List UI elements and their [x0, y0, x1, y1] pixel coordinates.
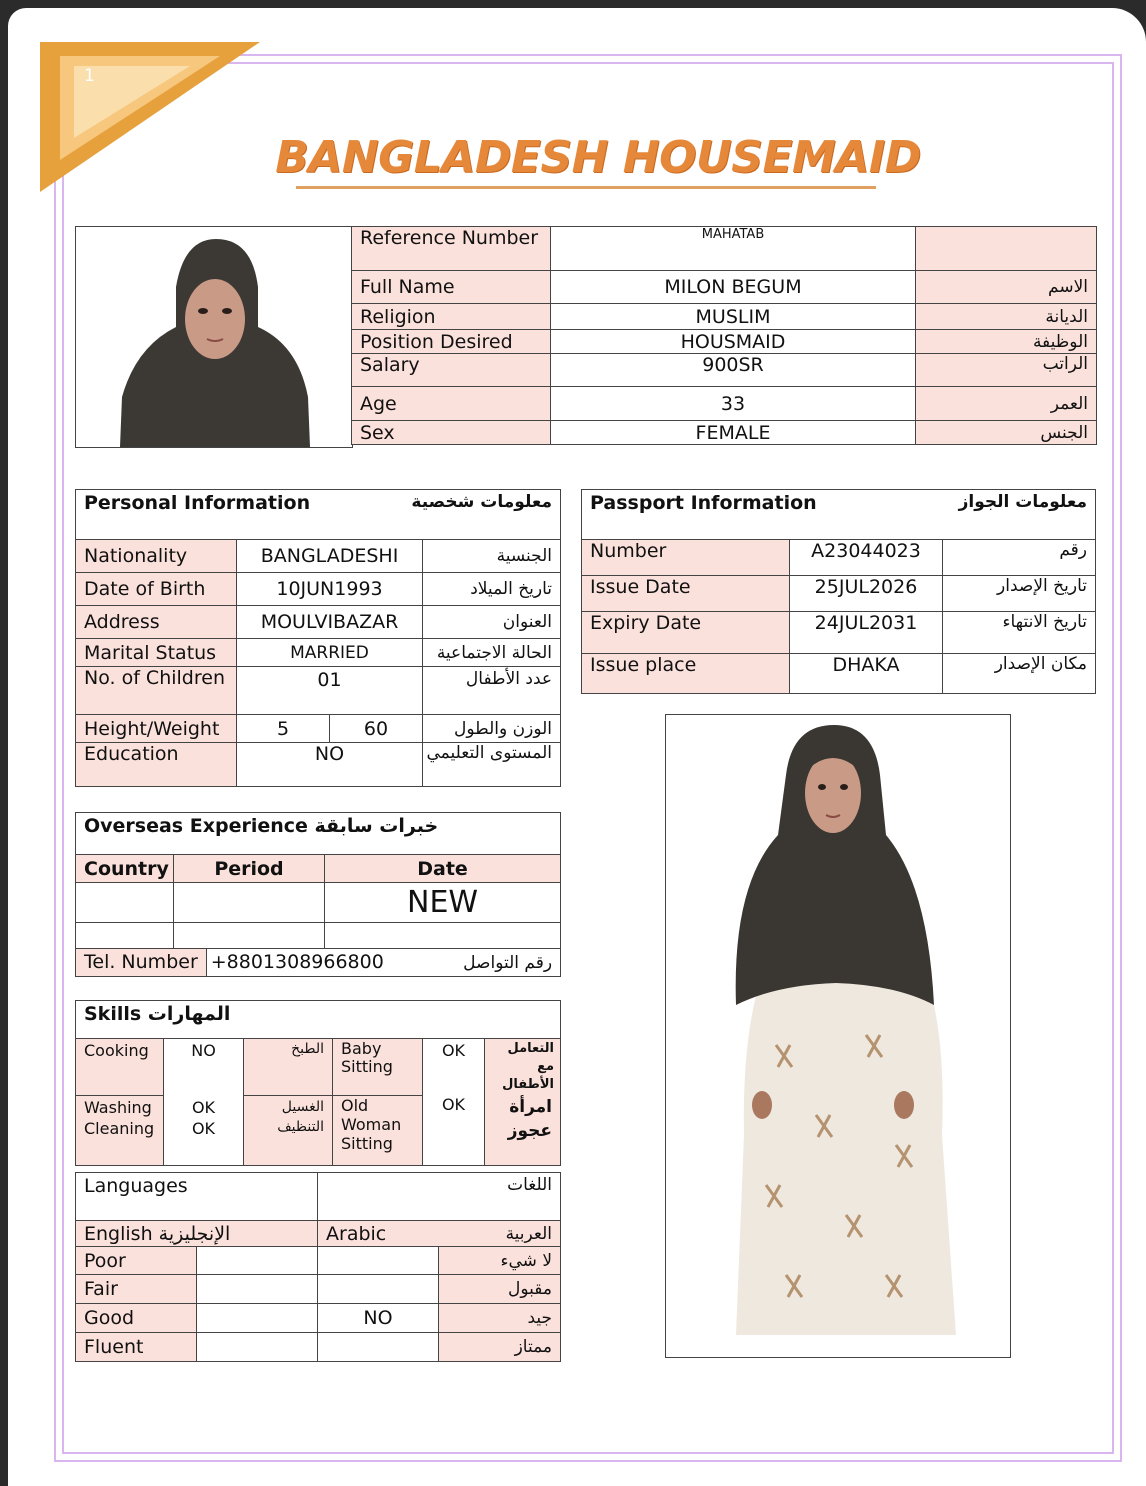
overseas-date-value: NEW — [325, 883, 561, 923]
age-ar: العمر — [916, 387, 1097, 421]
overseas-country-cell — [76, 883, 174, 923]
level-poor-label: Poor — [76, 1247, 197, 1275]
page-title: BANGLADESH HOUSEMAID — [275, 132, 921, 183]
arabic-header: Arabic — [318, 1221, 439, 1247]
tel-value: +8801308966800 — [206, 949, 384, 976]
height-value: 5 — [237, 715, 330, 743]
weight-value: 60 — [330, 715, 423, 743]
sex-ar: الجنس — [916, 421, 1097, 445]
nationality-value: BANGLADESHI — [237, 540, 423, 573]
height-weight-ar: الوزن والطول — [423, 715, 561, 743]
passport-info-title-ar: معلومات الجواز — [943, 490, 1096, 540]
overseas-period-cell — [174, 883, 325, 923]
marital-status-label: Marital Status — [76, 639, 237, 667]
header-table — [351, 226, 1097, 445]
tel-label: Tel. Number — [84, 951, 198, 973]
washing-label: Washing — [76, 1095, 164, 1119]
cleaning-value: OK — [164, 1119, 244, 1165]
religion-value: MUSLIM — [551, 304, 916, 330]
position-ar: الوظيفة — [916, 330, 1097, 354]
nationality-label: Nationality — [76, 540, 237, 573]
table-row — [76, 639, 561, 667]
passport-number-label: Number — [582, 540, 790, 576]
personal-info-table — [75, 489, 561, 787]
country-header: Country — [76, 855, 174, 883]
languages-title-ar: اللغات — [318, 1173, 561, 1221]
table-row — [76, 1304, 561, 1333]
passport-number-ar: رقم — [943, 540, 1096, 576]
issue-date-label: Issue Date — [582, 576, 790, 612]
document-page — [8, 8, 1146, 1486]
reference-number-label: Reference Number — [352, 227, 551, 271]
level-fair-arabic — [318, 1275, 439, 1304]
position-value: HOUSMAID — [551, 330, 916, 354]
full-name-value: MILON BEGUM — [551, 271, 916, 304]
nationality-ar: الجنسية — [423, 540, 561, 573]
skills-title: Skills المهارات — [76, 1001, 561, 1039]
table-row — [352, 227, 1097, 271]
level-good-ar: جيد — [439, 1304, 561, 1333]
personal-info-title-ar: معلومات شخصية — [330, 490, 561, 540]
table-row — [76, 949, 561, 977]
expiry-date-label: Expiry Date — [582, 612, 790, 654]
table-row — [352, 421, 1097, 445]
overseas-experience-table — [75, 812, 561, 977]
marital-status-value: MARRIED — [237, 639, 423, 667]
baby-sitting-value: OK — [423, 1039, 485, 1096]
table-row — [352, 330, 1097, 354]
table-row — [76, 490, 561, 540]
old-woman-sitting-ar: امرأة عجوز — [485, 1095, 561, 1165]
reference-number-value: MAHATAB — [551, 227, 916, 271]
height-weight-label: Height/Weight — [76, 715, 237, 743]
issue-place-value: DHAKA — [790, 654, 943, 694]
sex-label: Sex — [352, 421, 551, 445]
level-good-arabic: NO — [318, 1304, 439, 1333]
table-row — [76, 813, 561, 855]
corner-decoration — [40, 42, 270, 202]
issue-place-ar: مكان الإصدار — [943, 654, 1096, 694]
baby-sitting-label: Baby Sitting — [333, 1039, 423, 1096]
period-header: Period — [174, 855, 325, 883]
full-name-label: Full Name — [352, 271, 551, 304]
portrait-photo — [76, 227, 352, 447]
dob-label: Date of Birth — [76, 573, 237, 606]
salary-value: 900SR — [551, 354, 916, 387]
children-label: No. of Children — [76, 667, 237, 715]
portrait-photo-frame — [75, 226, 353, 448]
level-fair-english — [197, 1275, 318, 1304]
education-ar: المستوى التعليمي — [423, 743, 561, 787]
table-row — [582, 612, 1096, 654]
personal-info-title: Personal Information — [76, 490, 330, 540]
washing-ar: الغسيل — [244, 1095, 333, 1119]
expiry-date-ar: تاريخ الانتهاء — [943, 612, 1096, 654]
sex-value: FEMALE — [551, 421, 916, 445]
salary-label: Salary — [352, 354, 551, 387]
table-row — [76, 1221, 561, 1247]
level-fair-ar: مقبول — [439, 1275, 561, 1304]
table-row — [352, 387, 1097, 421]
tel-label-cell — [76, 949, 384, 977]
address-label: Address — [76, 606, 237, 639]
date-header: Date — [325, 855, 561, 883]
cleaning-ar: التنظيف — [244, 1119, 333, 1165]
children-ar: عدد الأطفال — [423, 667, 561, 715]
table-row — [352, 354, 1097, 387]
table-row — [76, 883, 561, 923]
issue-date-ar: تاريخ الإصدار — [943, 576, 1096, 612]
table-row — [582, 654, 1096, 694]
cleaning-label: Cleaning — [76, 1119, 164, 1165]
level-fluent-label: Fluent — [76, 1333, 197, 1362]
passport-number-value: A23044023 — [790, 540, 943, 576]
level-poor-english — [197, 1247, 318, 1275]
reference-number-ar — [916, 227, 1097, 271]
table-row — [76, 743, 561, 787]
overseas-empty-cell — [325, 923, 561, 949]
table-row — [76, 1001, 561, 1039]
issue-date-value: 25JUL2026 — [790, 576, 943, 612]
english-header: English الإنجليزية — [76, 1221, 318, 1247]
overseas-experience-title: Overseas Experience خبرات سابقة — [76, 813, 561, 855]
table-row — [582, 576, 1096, 612]
table-row — [76, 1333, 561, 1362]
address-ar: العنوان — [423, 606, 561, 639]
expiry-date-value: 24JUL2031 — [790, 612, 943, 654]
education-value: NO — [237, 743, 423, 787]
education-label: Education — [76, 743, 237, 787]
salary-ar: الراتب — [916, 354, 1097, 387]
level-good-label: Good — [76, 1304, 197, 1333]
full-body-photo-frame — [665, 714, 1011, 1358]
level-poor-ar: لا شيء — [439, 1247, 561, 1275]
table-row — [76, 1173, 561, 1221]
skills-table — [75, 1000, 561, 1166]
table-row — [76, 1247, 561, 1275]
religion-label: Religion — [352, 304, 551, 330]
table-row — [76, 1095, 561, 1119]
washing-value: OK — [164, 1095, 244, 1119]
table-row — [76, 715, 561, 743]
table-row — [76, 923, 561, 949]
old-woman-sitting-value: OK — [423, 1095, 485, 1165]
table-row — [76, 606, 561, 639]
full-body-photo — [666, 715, 1010, 1357]
full-name-ar: الاسم — [916, 271, 1097, 304]
passport-info-table — [581, 489, 1096, 694]
cooking-label: Cooking — [76, 1039, 164, 1096]
table-row — [76, 667, 561, 715]
table-row — [582, 490, 1096, 540]
cooking-value: NO — [164, 1039, 244, 1096]
marital-status-ar: الحالة الاجتماعية — [423, 639, 561, 667]
languages-title: Languages — [76, 1173, 318, 1221]
tel-ar: رقم التواصل — [325, 949, 561, 977]
old-woman-sitting-label: Old Woman Sitting — [333, 1095, 423, 1165]
overseas-empty-cell — [174, 923, 325, 949]
issue-place-label: Issue place — [582, 654, 790, 694]
passport-info-title: Passport Information — [582, 490, 943, 540]
title-underline — [296, 186, 876, 189]
arabic-header-ar: العربية — [439, 1221, 561, 1247]
table-row — [76, 573, 561, 606]
level-fair-label: Fair — [76, 1275, 197, 1304]
level-fluent-english — [197, 1333, 318, 1362]
overseas-empty-cell — [76, 923, 174, 949]
table-row — [76, 540, 561, 573]
address-value: MOULVIBAZAR — [237, 606, 423, 639]
page-number: 1 — [84, 66, 95, 86]
level-fluent-ar: ممتاز — [439, 1333, 561, 1362]
children-value: 01 — [237, 667, 423, 715]
dob-value: 10JUN1993 — [237, 573, 423, 606]
table-row — [76, 855, 561, 883]
baby-sitting-ar: التعامل مع الأطفال — [485, 1039, 561, 1096]
age-label: Age — [352, 387, 551, 421]
level-good-english — [197, 1304, 318, 1333]
table-row — [76, 1275, 561, 1304]
table-row — [352, 271, 1097, 304]
age-value: 33 — [551, 387, 916, 421]
table-row — [352, 304, 1097, 330]
level-fluent-arabic — [318, 1333, 439, 1362]
languages-table — [75, 1172, 561, 1362]
religion-ar: الديانة — [916, 304, 1097, 330]
table-row — [76, 1039, 561, 1096]
cooking-ar: الطبخ — [244, 1039, 333, 1096]
level-poor-arabic — [318, 1247, 439, 1275]
dob-ar: تاريخ الميلاد — [423, 573, 561, 606]
position-label: Position Desired — [352, 330, 551, 354]
table-row — [582, 540, 1096, 576]
